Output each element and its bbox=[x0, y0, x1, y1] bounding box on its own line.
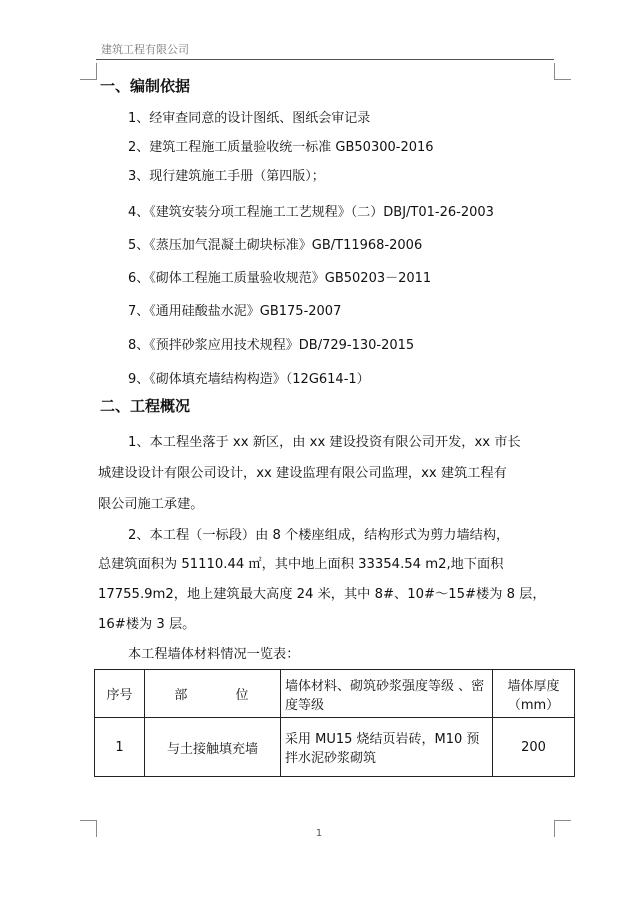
header-cell-thickness: 墙体厚度（mm） bbox=[493, 670, 575, 718]
basis-item: 2、建筑工程施工质量验收统一标准 GB50300-2016 bbox=[128, 140, 434, 155]
basis-item: 4、《建筑安装分项工程施工工艺规程》（二）DBJ/T01-26-2003 bbox=[128, 205, 494, 220]
overview-para2-line: 2、本工程（一标段）由 8 个楼座组成，结构形式为剪力墙结构， bbox=[128, 528, 510, 543]
table-header-row bbox=[95, 670, 575, 718]
overview-para1-line: 限公司施工承建。 bbox=[98, 497, 204, 512]
basis-item: 9、《砌体填充墙结构构造》（12G614-1） bbox=[128, 372, 370, 387]
cell-location: 与土接触填充墙 bbox=[145, 718, 281, 777]
crop-mark-top-left bbox=[80, 63, 97, 80]
basis-item: 7、《通用硅酸盐水泥》GB175-2007 bbox=[128, 304, 342, 319]
table-row bbox=[95, 718, 575, 777]
cell-thickness: 200 bbox=[493, 718, 575, 777]
section-title-overview: 二、工程概况 bbox=[100, 397, 191, 415]
basis-item: 6、《砌体工程施工质量验收规范》GB50203－2011 bbox=[128, 271, 432, 286]
header-cell-index: 序号 bbox=[95, 670, 145, 718]
basis-item: 3、现行建筑施工手册（第四版）； bbox=[128, 169, 325, 184]
header-cell-material: 墙体材料、砌筑砂浆强度等级 、密度等级 bbox=[281, 670, 493, 718]
basis-item: 8、《预拌砂浆应用技术规程》DB/729-130-2015 bbox=[128, 338, 415, 353]
header-divider bbox=[96, 59, 554, 60]
overview-para2-line: 总建筑面积为 51110.44 ㎡，其中地上面积 33354.54 m2,地下面积 bbox=[98, 557, 504, 572]
crop-mark-top-right bbox=[554, 63, 571, 80]
header-cell-location: 部 位 bbox=[145, 670, 281, 718]
overview-para2-line: 17755.9m2，地上建筑最大高度 24 米，其中 8#、10#～15#楼为 8 层， bbox=[98, 587, 546, 602]
cell-index: 1 bbox=[95, 718, 145, 777]
basis-item: 1、经审查同意的设计图纸、图纸会审记录 bbox=[128, 111, 371, 126]
wall-material-table bbox=[94, 669, 575, 777]
page-number: 1 bbox=[315, 828, 323, 839]
overview-para1-line: 城建设设计有限公司设计，xx 建设监理有限公司监理，xx 建筑工程有 bbox=[98, 466, 507, 481]
basis-item: 5、《蒸压加气混凝土砌块标准》GB/T11968-2006 bbox=[128, 238, 423, 253]
overview-para1-line: 1、本工程坐落于 xx 新区，由 xx 建设投资有限公司开发，xx 市长 bbox=[128, 435, 521, 450]
overview-para2-line: 16#楼为 3 层。 bbox=[98, 617, 196, 632]
page-header-company: 建筑工程有限公司 bbox=[101, 43, 189, 56]
table-caption: 本工程墙体材料情况一览表： bbox=[128, 647, 300, 662]
section-title-basis: 一、编制依据 bbox=[100, 77, 191, 95]
cell-material: 采用 MU15 烧结页岩砖，M10 预拌水泥砂浆砌筑 bbox=[281, 718, 493, 777]
